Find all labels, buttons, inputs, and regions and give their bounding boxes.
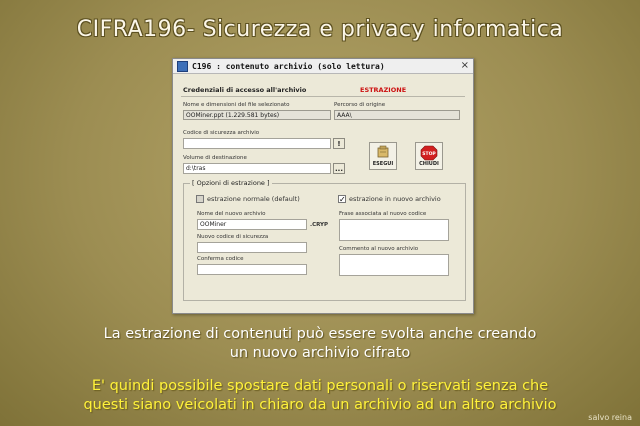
destination-input[interactable]: d:\tras (183, 163, 331, 174)
stop-icon (416, 144, 442, 162)
origin-label: Percorso di origine (334, 102, 386, 108)
extension-label: .CRYP (310, 222, 329, 228)
phrase-label: Frase associata al nuovo codice (339, 211, 427, 217)
window-title: C196 : contenuto archivio (solo lettura) (192, 61, 385, 71)
new-code-input[interactable] (197, 242, 307, 253)
close-icon[interactable]: × (460, 60, 469, 71)
normal-extraction-label: estrazione normale (default) (207, 195, 300, 203)
code-label: Codice di sicurezza archivio (183, 130, 260, 136)
options-legend: [ Opzioni di estrazione ] (192, 179, 270, 187)
options-group (183, 179, 466, 301)
credentials-section-label: Credenziali di accesso all'archivio (183, 86, 307, 94)
new-archive-checkbox[interactable]: ✓ (339, 195, 346, 204)
comment-input[interactable] (339, 254, 449, 276)
security-code-input[interactable] (183, 138, 331, 149)
stop-sign-text: STOP (422, 152, 436, 157)
file-field: OOMiner.ppt (1.229.581 bytes) (183, 110, 331, 120)
new-name-input[interactable]: OOMiner (197, 219, 307, 230)
comment-label: Commento al nuovo archivio (339, 246, 419, 252)
app-icon (177, 61, 188, 72)
normal-extraction-checkbox[interactable] (196, 195, 204, 203)
run-button-label: ESEGUI (372, 161, 394, 167)
destination-label: Volume di destinazione (183, 155, 247, 161)
new-code-label: Nuovo codice di sicurezza (197, 234, 269, 240)
phrase-input[interactable] (339, 219, 449, 241)
confirm-code-label: Conferma codice (197, 256, 244, 262)
run-icon (370, 144, 396, 162)
origin-field: AAA\ (334, 110, 460, 120)
slide-title: CIFRA196- Sicurezza e privacy informatica (76, 17, 564, 42)
mode-label: ESTRAZIONE (360, 86, 407, 94)
new-name-label: Nome del nuovo archivio (197, 211, 266, 217)
caption-line-3: E' quindi possibile spostare dati personali o riservati senza che (91, 378, 549, 394)
caption-line-2: un nuovo archivio cifrato (229, 345, 411, 361)
close-button[interactable] (415, 142, 443, 170)
browse-button[interactable]: ... (333, 163, 345, 174)
close-button-label: CHIUDI (419, 161, 439, 167)
run-button[interactable] (369, 142, 397, 170)
window-titlebar[interactable] (173, 59, 473, 74)
new-archive-label: estrazione in nuovo archivio (349, 195, 441, 203)
caption-line-1: La estrazione di contenuti può essere svolta anche creando (103, 326, 537, 342)
author-signature: salvo reina (588, 413, 632, 422)
caption-line-4: questi siano veicolati in chiaro da un archivio ad un altro archivio (83, 397, 557, 413)
file-label: Nome e dimensioni del file selezionato (183, 102, 290, 108)
confirm-code-input[interactable] (197, 264, 307, 275)
archive-window (172, 58, 474, 314)
code-help-button[interactable]: ! (333, 138, 345, 149)
section-divider (181, 96, 465, 97)
